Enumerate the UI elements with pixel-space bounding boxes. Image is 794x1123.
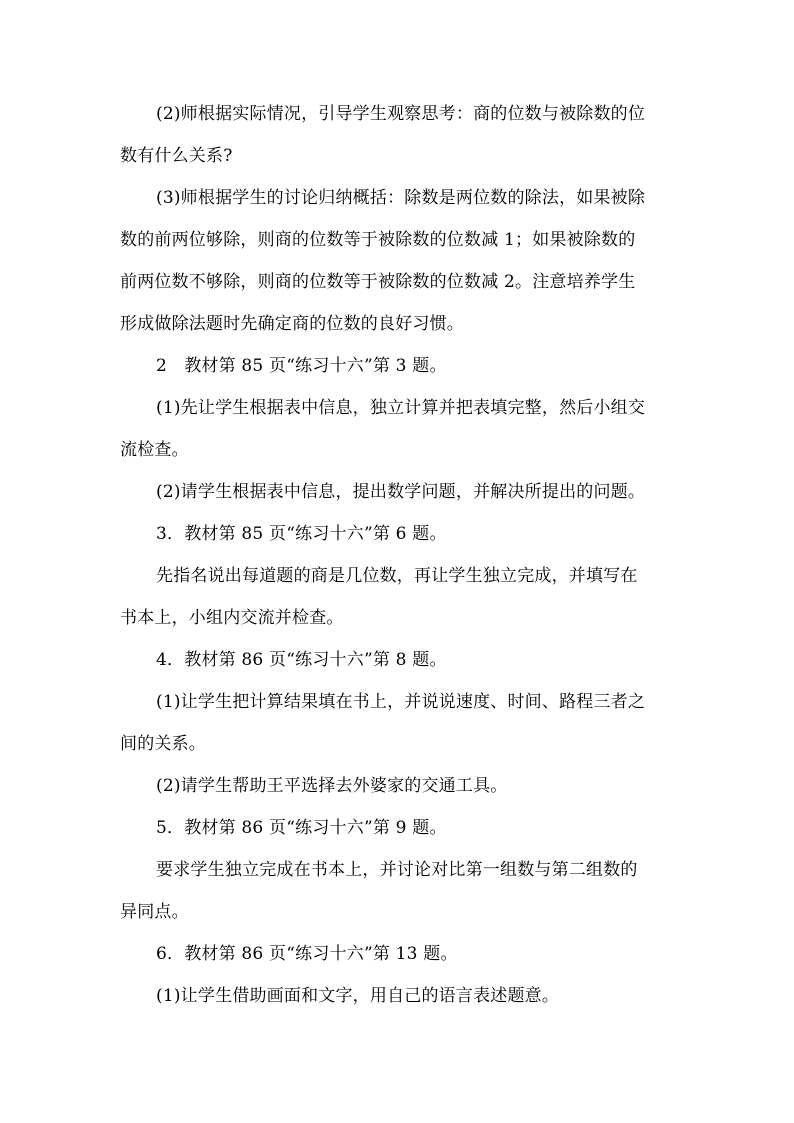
paragraph-line: (3)师根据学生的讨论归纳概括：除数是两位数的除法，如果被除 — [156, 188, 646, 208]
paragraph-line: 形成做除法题时先确定商的位数的良好习惯。 — [120, 314, 464, 334]
paragraph-line: 书本上，小组内交流并检查。 — [120, 608, 344, 628]
paragraph-line: (2)请学生根据表中信息，提出数学问题，并解决所提出的问题。 — [156, 482, 646, 502]
section-heading: 5．教材第 86 页“练习十六”第 9 题。 — [156, 818, 447, 838]
paragraph-line: (2)请学生帮助王平选择去外婆家的交通工具。 — [156, 776, 508, 796]
paragraph-line: 数的前两位够除，则商的位数等于被除数的位数减 1；如果被除数的 — [120, 230, 636, 250]
paragraph-line: 流检查。 — [120, 440, 189, 460]
section-heading: 6．教材第 86 页“练习十六”第 13 题。 — [156, 944, 458, 964]
paragraph-line: 要求学生独立完成在书本上，并讨论对比第一组数与第二组数的 — [156, 860, 638, 880]
paragraph-line: 前两位数不够除，则商的位数等于被除数的位数减 2。注意培养学生 — [120, 272, 636, 292]
paragraph-line: (2)师根据实际情况，引导学生观察思考：商的位数与被除数的位 — [156, 104, 646, 124]
paragraph-line: 间的关系。 — [120, 734, 206, 754]
section-heading: 2 教材第 85 页“练习十六”第 3 题。 — [156, 356, 447, 376]
paragraph-line: (1)让学生借助画面和文字，用自己的语言表述题意。 — [156, 986, 560, 1006]
section-heading: 4．教材第 86 页“练习十六”第 8 题。 — [156, 650, 447, 670]
paragraph-line: 异同点。 — [120, 902, 189, 922]
paragraph-line: (1)让学生把计算结果填在书上，并说说速度、时间、路程三者之 — [156, 692, 646, 712]
paragraph-line: (1)先让学生根据表中信息，独立计算并把表填完整，然后小组交 — [156, 398, 646, 418]
paragraph-line: 数有什么关系? — [120, 146, 233, 166]
section-heading: 3．教材第 85 页“练习十六”第 6 题。 — [156, 524, 447, 544]
paragraph-line: 先指名说出每道题的商是几位数，再让学生独立完成，并填写在 — [156, 566, 638, 586]
